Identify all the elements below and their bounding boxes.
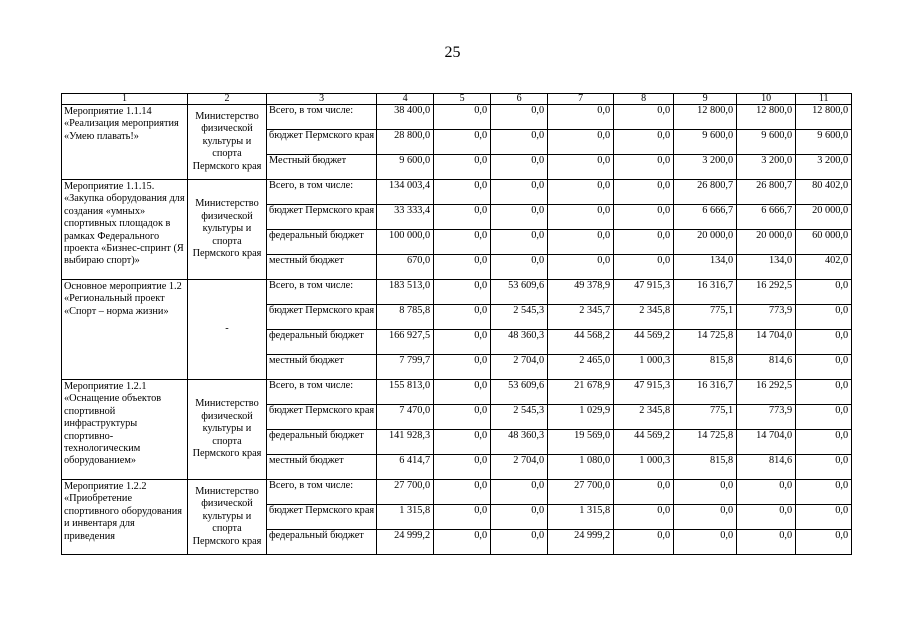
amount-cell: 0,0 [491,505,548,530]
amount-cell: 0,0 [674,530,737,555]
amount-cell: 0,0 [614,505,674,530]
amount-cell: 0,0 [434,130,491,155]
amount-cell: 1 315,8 [548,505,614,530]
amount-cell: 14 725,8 [674,330,737,355]
amount-cell: 7 799,7 [377,355,434,380]
event-name-cell: Основное мероприятие 1.2 «Региональный проект «Спорт – норма жизни» [62,280,188,380]
amount-cell: 814,6 [737,355,796,380]
amount-cell: 0,0 [737,480,796,505]
event-name-cell: Мероприятие 1.1.14 «Реализация мероприятия «Умею плавать!» [62,105,188,180]
event-name-cell: Мероприятие 1.1.15. «Закупка оборудования для создания «умных» спортивных площадок в рамках Федерального проекта «Бизнес-спринт (Я выбираю спорт)» [62,180,188,280]
amount-cell: 670,0 [377,255,434,280]
amount-cell: 0,0 [434,380,491,405]
amount-cell: 0,0 [614,155,674,180]
amount-cell: 19 569,0 [548,430,614,455]
amount-cell: 773,9 [737,405,796,430]
amount-cell: 3 200,0 [737,155,796,180]
amount-cell: 0,0 [614,530,674,555]
amount-cell: 80 402,0 [796,180,852,205]
amount-cell: 0,0 [434,105,491,130]
amount-cell: 14 704,0 [737,430,796,455]
column-number-row [62,94,852,105]
amount-cell: 0,0 [491,230,548,255]
amount-cell: 0,0 [434,430,491,455]
amount-cell: 0,0 [796,355,852,380]
amount-cell: 0,0 [434,330,491,355]
amount-cell: 3 200,0 [796,155,852,180]
amount-cell: 134,0 [674,255,737,280]
amount-cell: 6 666,7 [737,205,796,230]
amount-cell: 53 609,6 [491,280,548,305]
amount-cell: 21 678,9 [548,380,614,405]
column-number: 1 [62,94,188,105]
executor-cell: - [188,280,267,380]
amount-cell: 0,0 [548,155,614,180]
amount-cell: 16 316,7 [674,280,737,305]
amount-cell: 0,0 [614,230,674,255]
amount-cell: 49 378,9 [548,280,614,305]
amount-cell: 0,0 [434,155,491,180]
amount-cell: 1 000,3 [614,455,674,480]
amount-cell: 7 470,0 [377,405,434,430]
column-number: 2 [188,94,267,105]
amount-cell: 20 000,0 [737,230,796,255]
amount-cell: 28 800,0 [377,130,434,155]
table-row [62,480,852,505]
amount-cell: 47 915,3 [614,380,674,405]
funding-source-cell: Всего, в том числе: [267,280,377,305]
event-name-cell: Мероприятие 1.2.1 «Оснащение объектов спортивной инфраструктуры спортивно-технологическим оборудованием» [62,380,188,480]
amount-cell: 0,0 [548,105,614,130]
amount-cell: 0,0 [548,230,614,255]
column-number: 5 [434,94,491,105]
amount-cell: 0,0 [548,180,614,205]
amount-cell: 24 999,2 [548,530,614,555]
amount-cell: 9 600,0 [737,130,796,155]
amount-cell: 0,0 [796,330,852,355]
amount-cell: 38 400,0 [377,105,434,130]
amount-cell: 48 360,3 [491,430,548,455]
amount-cell: 9 600,0 [796,130,852,155]
funding-source-cell: Всего, в том числе: [267,105,377,130]
column-number: 3 [267,94,377,105]
amount-cell: 0,0 [434,355,491,380]
amount-cell: 2 465,0 [548,355,614,380]
amount-cell: 0,0 [548,205,614,230]
amount-cell: 0,0 [434,405,491,430]
amount-cell: 16 292,5 [737,280,796,305]
amount-cell: 2 545,3 [491,305,548,330]
amount-cell: 2 345,7 [548,305,614,330]
amount-cell: 0,0 [491,530,548,555]
amount-cell: 14 704,0 [737,330,796,355]
amount-cell: 33 333,4 [377,205,434,230]
amount-cell: 134 003,4 [377,180,434,205]
amount-cell: 9 600,0 [674,130,737,155]
column-number: 10 [737,94,796,105]
funding-source-cell: бюджет Пермского края [267,130,377,155]
amount-cell: 0,0 [434,180,491,205]
funding-source-cell: Всего, в том числе: [267,480,377,505]
amount-cell: 44 569,2 [614,430,674,455]
funding-source-cell: Всего, в том числе: [267,380,377,405]
amount-cell: 0,0 [491,105,548,130]
amount-cell: 0,0 [434,455,491,480]
amount-cell: 0,0 [674,505,737,530]
amount-cell: 2 704,0 [491,355,548,380]
amount-cell: 1 029,9 [548,405,614,430]
amount-cell: 20 000,0 [796,205,852,230]
amount-cell: 100 000,0 [377,230,434,255]
amount-cell: 0,0 [491,480,548,505]
amount-cell: 0,0 [614,130,674,155]
amount-cell: 12 800,0 [737,105,796,130]
amount-cell: 48 360,3 [491,330,548,355]
executor-cell: Министерство физической культуры и спорта Пермского края [188,105,267,180]
funding-source-cell: федеральный бюджет [267,530,377,555]
amount-cell: 60 000,0 [796,230,852,255]
executor-cell: Министерство физической культуры и спорта Пермского края [188,180,267,280]
amount-cell: 44 569,2 [614,330,674,355]
amount-cell: 0,0 [434,230,491,255]
amount-cell: 0,0 [434,280,491,305]
amount-cell: 814,6 [737,455,796,480]
amount-cell: 0,0 [737,530,796,555]
amount-cell: 14 725,8 [674,430,737,455]
amount-cell: 815,8 [674,455,737,480]
amount-cell: 12 800,0 [674,105,737,130]
funding-source-cell: федеральный бюджет [267,430,377,455]
column-number: 11 [796,94,852,105]
amount-cell: 0,0 [491,155,548,180]
amount-cell: 12 800,0 [796,105,852,130]
executor-cell: Министерство физической культуры и спорта Пермского края [188,480,267,555]
amount-cell: 0,0 [614,480,674,505]
amount-cell: 0,0 [434,530,491,555]
amount-cell: 16 316,7 [674,380,737,405]
amount-cell: 2 704,0 [491,455,548,480]
amount-cell: 26 800,7 [737,180,796,205]
amount-cell: 0,0 [491,255,548,280]
amount-cell: 775,1 [674,405,737,430]
column-number: 7 [548,94,614,105]
amount-cell: 0,0 [434,205,491,230]
amount-cell: 141 928,3 [377,430,434,455]
funding-source-cell: местный бюджет [267,255,377,280]
amount-cell: 0,0 [796,505,852,530]
column-number: 8 [614,94,674,105]
column-number: 9 [674,94,737,105]
funding-source-cell: бюджет Пермского края [267,305,377,330]
table-row [62,380,852,405]
amount-cell: 3 200,0 [674,155,737,180]
amount-cell: 166 927,5 [377,330,434,355]
amount-cell: 0,0 [434,305,491,330]
amount-cell: 27 700,0 [548,480,614,505]
amount-cell: 8 785,8 [377,305,434,330]
amount-cell: 0,0 [434,505,491,530]
amount-cell: 0,0 [796,430,852,455]
amount-cell: 0,0 [674,480,737,505]
amount-cell: 53 609,6 [491,380,548,405]
amount-cell: 0,0 [796,380,852,405]
amount-cell: 16 292,5 [737,380,796,405]
table-row [62,180,852,205]
funding-source-cell: федеральный бюджет [267,330,377,355]
amount-cell: 27 700,0 [377,480,434,505]
amount-cell: 155 813,0 [377,380,434,405]
amount-cell: 2 545,3 [491,405,548,430]
amount-cell: 0,0 [548,130,614,155]
column-number: 6 [491,94,548,105]
funding-source-cell: бюджет Пермского края [267,405,377,430]
amount-cell: 0,0 [796,405,852,430]
amount-cell: 2 345,8 [614,405,674,430]
table-row [62,105,852,130]
amount-cell: 0,0 [614,105,674,130]
amount-cell: 815,8 [674,355,737,380]
amount-cell: 24 999,2 [377,530,434,555]
amount-cell: 9 600,0 [377,155,434,180]
amount-cell: 1 000,3 [614,355,674,380]
amount-cell: 26 800,7 [674,180,737,205]
amount-cell: 0,0 [796,280,852,305]
amount-cell: 134,0 [737,255,796,280]
amount-cell: 0,0 [796,530,852,555]
amount-cell: 0,0 [614,180,674,205]
event-name-cell: Мероприятие 1.2.2 «Приобретение спортивного оборудования и инвентаря для приведения [62,480,188,555]
amount-cell: 0,0 [491,130,548,155]
funding-source-cell: местный бюджет [267,455,377,480]
amount-cell: 44 568,2 [548,330,614,355]
amount-cell: 773,9 [737,305,796,330]
amount-cell: 0,0 [491,180,548,205]
table-row [62,280,852,305]
amount-cell: 183 513,0 [377,280,434,305]
funding-source-cell: бюджет Пермского края [267,505,377,530]
amount-cell: 6 666,7 [674,205,737,230]
funding-source-cell: федеральный бюджет [267,230,377,255]
amount-cell: 775,1 [674,305,737,330]
amount-cell: 0,0 [737,505,796,530]
amount-cell: 0,0 [491,205,548,230]
amount-cell: 47 915,3 [614,280,674,305]
amount-cell: 1 080,0 [548,455,614,480]
funding-source-cell: Местный бюджет [267,155,377,180]
funding-source-cell: местный бюджет [267,355,377,380]
amount-cell: 6 414,7 [377,455,434,480]
amount-cell: 20 000,0 [674,230,737,255]
funding-source-cell: Всего, в том числе: [267,180,377,205]
funding-source-cell: бюджет Пермского края [267,205,377,230]
executor-cell: Министерство физической культуры и спорта Пермского края [188,380,267,480]
amount-cell: 2 345,8 [614,305,674,330]
amount-cell: 0,0 [796,480,852,505]
amount-cell: 0,0 [614,205,674,230]
amount-cell: 0,0 [548,255,614,280]
amount-cell: 0,0 [434,480,491,505]
amount-cell: 0,0 [434,255,491,280]
page-number: 25 [444,44,461,61]
amount-cell: 402,0 [796,255,852,280]
amount-cell: 1 315,8 [377,505,434,530]
budget-table [61,93,852,555]
amount-cell: 0,0 [796,305,852,330]
amount-cell: 0,0 [614,255,674,280]
amount-cell: 0,0 [796,455,852,480]
column-number: 4 [377,94,434,105]
